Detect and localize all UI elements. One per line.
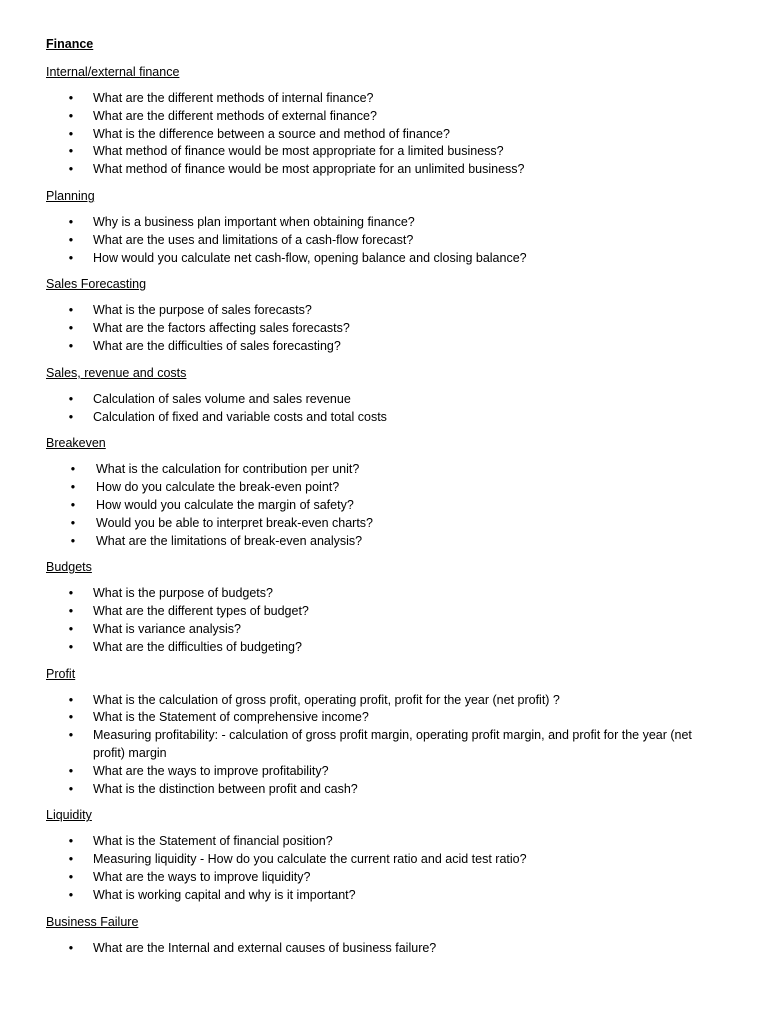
section-list-budgets <box>46 585 726 656</box>
list-item-text: What is the purpose of sales forecasts? <box>93 303 312 318</box>
list-item <box>46 515 726 533</box>
list-item-text: Measuring liquidity - How do you calculate the current ratio and acid test ratio? <box>93 852 527 867</box>
list-item-text: What is variance analysis? <box>93 621 241 636</box>
section-heading-liquidity: Liquidity <box>46 808 92 823</box>
section-heading-sales-revenue-costs: Sales, revenue and costs <box>46 365 187 380</box>
list-item-text: What are the limitations of break-even analysis? <box>96 533 363 548</box>
list-item-text: What is the calculation of gross profit, operating profit, profit for the year (net profit) ? <box>93 692 560 707</box>
list-item <box>46 940 726 958</box>
list-item-text: What are the difficulties of sales forecasting? <box>93 338 341 353</box>
bullet-icon: • <box>68 91 74 105</box>
list-item <box>46 585 726 603</box>
list-item <box>46 763 726 781</box>
bullet-icon: • <box>68 869 74 884</box>
bullet-icon: • <box>68 321 74 336</box>
section-heading-sales-forecasting: Sales Forecasting <box>46 277 147 292</box>
list-item <box>46 302 726 320</box>
section-heading-profit: Profit <box>46 666 76 681</box>
list-item-text: What are the ways to improve profitability? <box>93 763 329 778</box>
bullet-icon: • <box>68 710 74 725</box>
bullet-icon: • <box>68 692 74 707</box>
list-item-text: What is the distinction between profit and cash? <box>93 781 358 796</box>
list-item-text: How do you calculate the break-even point? <box>96 480 340 495</box>
bullet-icon: • <box>70 515 76 530</box>
list-item-text: What are the difficulties of budgeting? <box>93 639 302 654</box>
section-list-sales-revenue-costs <box>46 391 726 427</box>
bullet-icon: • <box>68 852 74 867</box>
bullet-icon: • <box>68 144 74 159</box>
list-item <box>46 461 726 479</box>
bullet-icon: • <box>70 480 76 495</box>
bullet-icon: • <box>70 497 76 512</box>
list-item <box>46 479 726 497</box>
bullet-icon: • <box>68 303 74 318</box>
list-item-text: What is working capital and why is it important? <box>93 887 356 902</box>
list-item <box>46 781 726 799</box>
list-item <box>46 108 726 126</box>
section-list-breakeven <box>46 461 726 550</box>
bullet-icon: • <box>68 604 74 619</box>
list-item <box>46 214 726 232</box>
bullet-icon: • <box>68 621 74 636</box>
list-item <box>46 621 726 639</box>
bullet-icon: • <box>68 391 74 406</box>
section-heading-budgets: Budgets <box>46 560 92 575</box>
list-item-text: Would you be able to interpret break-even charts? <box>96 515 374 530</box>
section-list-sales-forecasting <box>46 302 726 355</box>
list-item <box>46 851 726 869</box>
bullet-icon: • <box>68 250 74 265</box>
list-item-text: What is the Statement of comprehensive income? <box>93 710 369 725</box>
list-item <box>46 90 726 108</box>
list-item <box>46 887 726 905</box>
list-item <box>46 320 726 338</box>
bullet-icon: • <box>68 409 74 424</box>
list-item-text: Calculation of fixed and variable costs and total costs <box>93 409 387 424</box>
list-item <box>46 869 726 887</box>
list-item-text: What are the ways to improve liquidity? <box>93 869 311 884</box>
list-item-text: What method of finance would be most appropriate for an unlimited business? <box>93 162 525 177</box>
bullet-icon: • <box>68 214 74 229</box>
list-item <box>46 250 726 268</box>
bullet-icon: • <box>70 462 76 477</box>
section-list-business-failure <box>46 940 726 958</box>
document-title: Finance <box>46 37 94 51</box>
list-item-text: What are the different methods of external finance? <box>93 108 377 123</box>
list-item <box>46 232 726 250</box>
list-item-text: Measuring profitability: - calculation of gross profit margin, operating profit margin, and profit for the year (net profit) margin <box>93 728 692 760</box>
list-item-text: What are the Internal and external causes of business failure? <box>93 940 437 955</box>
list-item-text: What is the Statement of financial position? <box>93 834 333 849</box>
list-item-text: What are the different methods of internal finance? <box>93 91 374 105</box>
list-item-text: What is the purpose of budgets? <box>93 586 273 601</box>
list-item <box>46 692 726 710</box>
section-heading-planning: Planning <box>46 188 95 203</box>
bullet-icon: • <box>68 781 74 796</box>
list-item-text: Calculation of sales volume and sales revenue <box>93 391 351 406</box>
section-list-planning <box>46 214 726 267</box>
section-list-internal-external-finance <box>46 90 726 179</box>
list-item <box>46 497 726 515</box>
list-item <box>46 709 726 727</box>
list-item <box>46 639 726 657</box>
list-item-text: How would you calculate net cash-flow, opening balance and closing balance? <box>93 250 527 265</box>
bullet-icon: • <box>68 639 74 654</box>
list-item <box>46 533 726 551</box>
bullet-icon: • <box>68 162 74 177</box>
document-page <box>46 36 726 966</box>
list-item-text: What method of finance would be most appropriate for a limited business? <box>93 144 504 159</box>
list-item <box>46 727 726 763</box>
list-item-text: What are the uses and limitations of a cash-flow forecast? <box>93 232 414 247</box>
list-item <box>46 409 726 427</box>
list-item-text: What are the different types of budget? <box>93 604 309 619</box>
bullet-icon: • <box>68 763 74 778</box>
list-item <box>46 603 726 621</box>
bullet-icon: • <box>68 108 74 123</box>
bullet-icon: • <box>68 126 74 141</box>
section-heading-breakeven: Breakeven <box>46 436 106 451</box>
list-item <box>46 126 726 144</box>
bullet-icon: • <box>68 940 74 955</box>
section-list-liquidity <box>46 833 726 904</box>
list-item <box>46 338 726 356</box>
bullet-icon: • <box>68 728 74 743</box>
list-item <box>46 161 726 179</box>
list-item-text: What is the difference between a source and method of finance? <box>93 126 450 141</box>
bullet-icon: • <box>68 887 74 902</box>
section-heading-business-failure: Business Failure <box>46 914 139 929</box>
list-item <box>46 143 726 161</box>
list-item-text: What are the factors affecting sales forecasts? <box>93 321 350 336</box>
list-item-text: How would you calculate the margin of safety? <box>96 497 354 512</box>
bullet-icon: • <box>70 533 76 548</box>
list-item-text: What is the calculation for contribution per unit? <box>96 462 360 477</box>
section-heading-internal-external-finance: Internal/external finance <box>46 65 180 79</box>
bullet-icon: • <box>68 586 74 601</box>
bullet-icon: • <box>68 338 74 353</box>
list-item <box>46 833 726 851</box>
list-item-text: Why is a business plan important when obtaining finance? <box>93 214 415 229</box>
bullet-icon: • <box>68 834 74 849</box>
bullet-icon: • <box>68 232 74 247</box>
list-item <box>46 391 726 409</box>
section-list-profit <box>46 692 726 799</box>
